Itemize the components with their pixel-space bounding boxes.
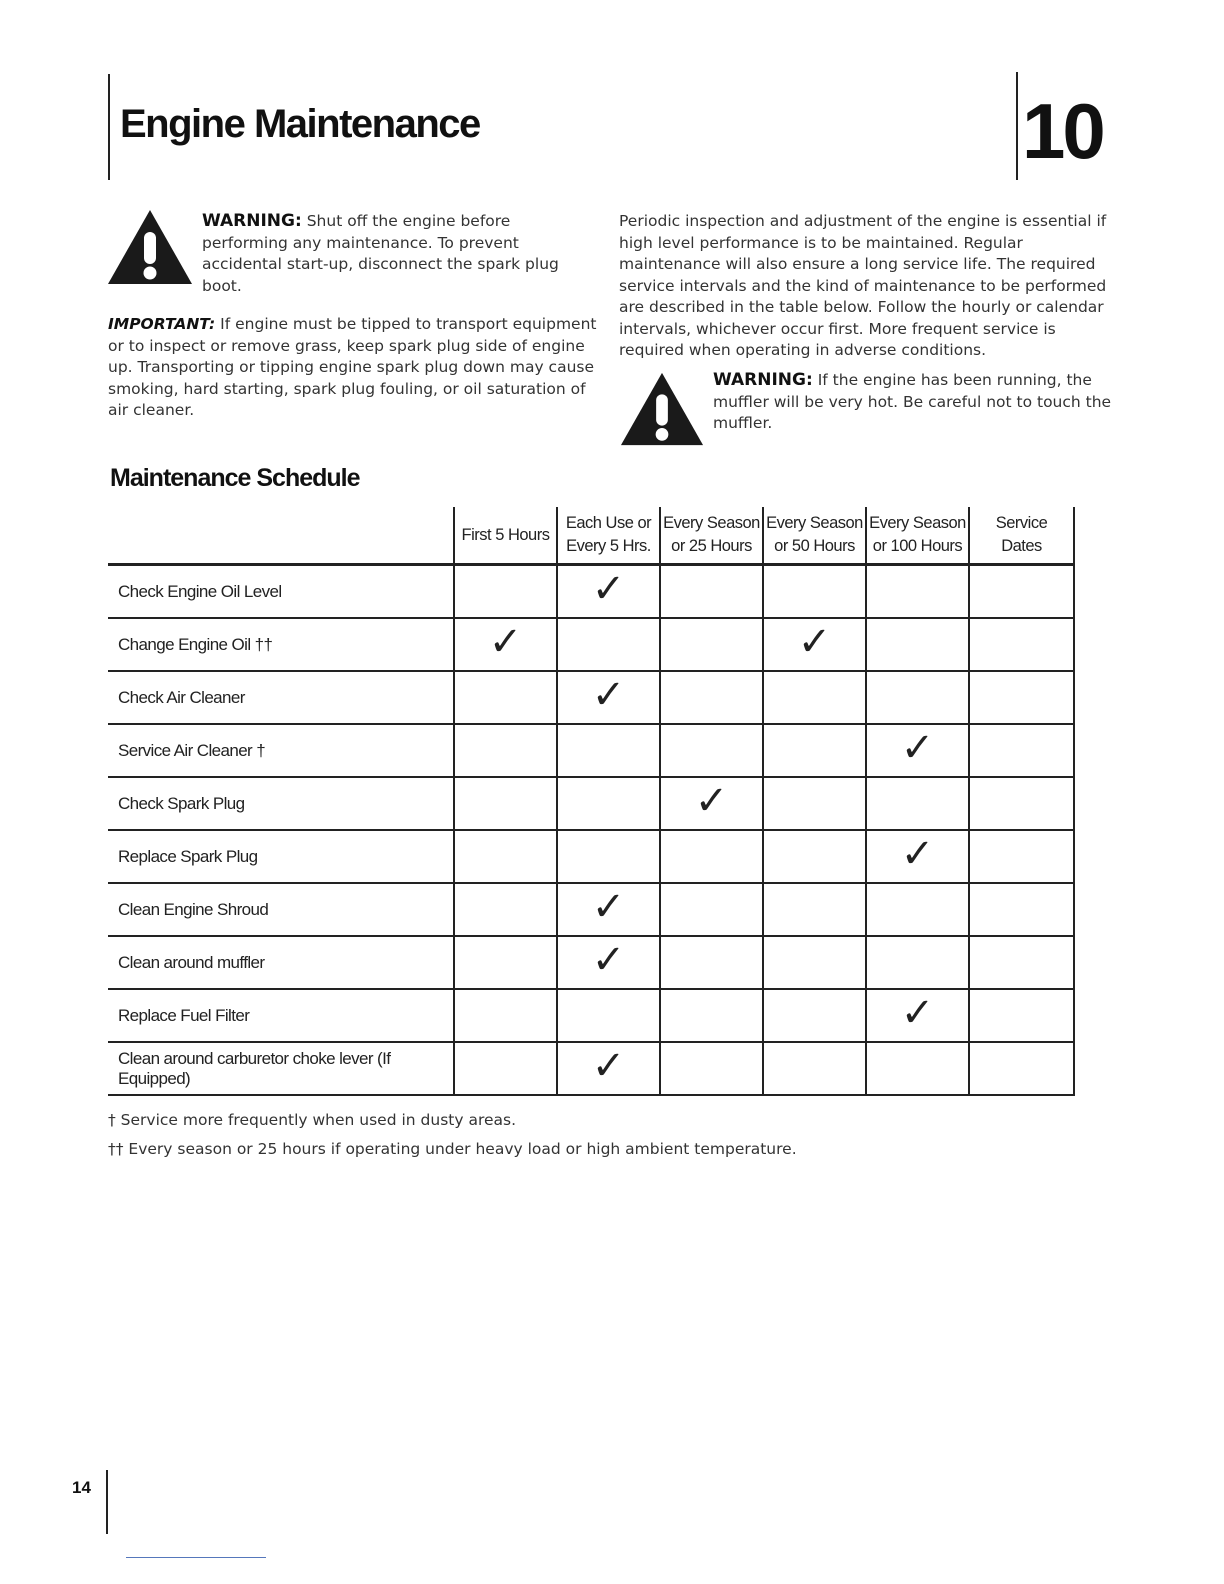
schedule-cell [763, 989, 866, 1042]
schedule-cell [969, 724, 1074, 777]
check-mark-icon: ✓ [488, 618, 523, 665]
schedule-cell [763, 671, 866, 724]
schedule-cell [969, 618, 1074, 671]
footnote-double-dagger: †† Every season or 25 hours if operating under heavy load or high ambient temperature. [108, 1140, 797, 1158]
check-mark-icon: ✓ [591, 883, 626, 930]
schedule-cell [763, 565, 866, 619]
task-label: Change Engine Oil †† [108, 618, 454, 671]
table-row [108, 1042, 1074, 1095]
schedule-cell [969, 830, 1074, 883]
schedule-cell [969, 671, 1074, 724]
schedule-cell [763, 936, 866, 989]
schedule-cell [969, 565, 1074, 619]
schedule-cell [866, 830, 969, 883]
schedule-cell [866, 989, 969, 1042]
schedule-cell [866, 618, 969, 671]
schedule-cell [866, 1042, 969, 1095]
check-mark-icon: ✓ [591, 671, 626, 718]
table-row [108, 565, 1074, 619]
header-blank-cell [108, 507, 454, 565]
column-header: Every Season or 100 Hours [866, 507, 969, 565]
schedule-cell [763, 777, 866, 830]
table-row [108, 724, 1074, 777]
important-note [108, 314, 598, 422]
task-label: Clean Engine Shroud [108, 883, 454, 936]
schedule-cell [969, 1042, 1074, 1095]
column-header: First 5 Hours [454, 507, 557, 565]
task-label: Check Spark Plug [108, 777, 454, 830]
table-row [108, 883, 1074, 936]
schedule-cell [660, 724, 763, 777]
warning-label: WARNING: [713, 370, 813, 390]
schedule-cell [660, 936, 763, 989]
schedule-cell [454, 671, 557, 724]
schedule-cell [969, 883, 1074, 936]
page-number: 14 [72, 1478, 91, 1497]
schedule-title: Maintenance Schedule [110, 464, 360, 492]
column-header: Service Dates [969, 507, 1074, 565]
schedule-cell [660, 989, 763, 1042]
schedule-cell [866, 565, 969, 619]
schedule-cell [866, 936, 969, 989]
warning-label: WARNING: [202, 211, 302, 231]
schedule-cell [969, 989, 1074, 1042]
schedule-cell [454, 724, 557, 777]
warning-body: If the engine has been running, the muffler will be very hot. Be careful not to touch the muffler. [713, 371, 1112, 432]
schedule-cell [557, 777, 660, 830]
table-row [108, 671, 1074, 724]
check-mark-icon: ✓ [591, 565, 626, 612]
schedule-cell [454, 936, 557, 989]
warning-triangle-icon [106, 208, 194, 286]
schedule-cell [557, 618, 660, 671]
table-header-row [108, 507, 1074, 565]
table-row [108, 830, 1074, 883]
task-label: Replace Spark Plug [108, 830, 454, 883]
intro-paragraph: Periodic inspection and adjustment of the engine is essential if high level performance is to be maintained. Regular maintenance will also ensure a long service life. The required service intervals and the kind of maintenance to be performed are described in the table below. Follow the hourly or calendar intervals, whichever occur first. More frequent service is required when operating in adverse conditions. [619, 212, 1107, 359]
task-label: Check Engine Oil Level [108, 565, 454, 619]
schedule-cell [969, 777, 1074, 830]
warning-body: Shut off the engine before performing any maintenance. To prevent accidental start-up, disconnect the spark plug boot. [202, 212, 559, 295]
task-label: Check Air Cleaner [108, 671, 454, 724]
task-label: Service Air Cleaner † [108, 724, 454, 777]
task-label: Clean around muffler [108, 936, 454, 989]
schedule-cell [763, 1042, 866, 1095]
schedule-cell [866, 883, 969, 936]
warning-muffler-text [713, 370, 1113, 435]
table-row [108, 618, 1074, 671]
check-mark-icon: ✓ [797, 618, 832, 665]
schedule-cell [763, 618, 866, 671]
check-mark-icon: ✓ [591, 936, 626, 983]
footer-line [126, 1557, 266, 1558]
check-mark-icon: ✓ [591, 1042, 626, 1089]
title-rule [108, 74, 110, 180]
chapter-rule [1016, 72, 1018, 180]
warning-shutoff-text [202, 211, 597, 297]
table-row [108, 936, 1074, 989]
chapter-number: 10 [1022, 87, 1103, 175]
schedule-cell [454, 618, 557, 671]
schedule-cell [660, 883, 763, 936]
schedule-cell [454, 1042, 557, 1095]
schedule-cell [557, 989, 660, 1042]
schedule-cell [454, 989, 557, 1042]
page-title: Engine Maintenance [120, 102, 480, 146]
check-mark-icon: ✓ [694, 777, 729, 824]
warning-triangle-icon [619, 370, 705, 448]
schedule-cell [763, 883, 866, 936]
column-header: Each Use or Every 5 Hrs. [557, 507, 660, 565]
column-header: Every Season or 50 Hours [763, 507, 866, 565]
schedule-cell [557, 724, 660, 777]
schedule-cell [557, 936, 660, 989]
schedule-cell [557, 883, 660, 936]
schedule-cell [763, 830, 866, 883]
footnote-dagger: † Service more frequently when used in dusty areas. [108, 1111, 517, 1129]
schedule-cell [660, 1042, 763, 1095]
important-body: If engine must be tipped to transport equipment or to inspect or remove grass, keep spark plug side of engine up. Transporting or tipping engine spark plug down may cause smoking, hard starting, spark plug fouling, or oil saturation of air cleaner. [108, 315, 597, 419]
schedule-cell [454, 565, 557, 619]
check-mark-icon: ✓ [900, 724, 935, 771]
schedule-cell [866, 671, 969, 724]
schedule-cell [660, 671, 763, 724]
important-label: IMPORTANT: [108, 315, 216, 333]
schedule-cell [454, 777, 557, 830]
schedule-cell [454, 883, 557, 936]
check-mark-icon: ✓ [900, 830, 935, 877]
check-mark-icon: ✓ [900, 989, 935, 1036]
schedule-cell [866, 777, 969, 830]
schedule-cell [557, 830, 660, 883]
schedule-cell [660, 565, 763, 619]
schedule-cell [660, 830, 763, 883]
schedule-cell [660, 777, 763, 830]
table-row [108, 777, 1074, 830]
page-number-rule [106, 1470, 108, 1534]
table-row [108, 989, 1074, 1042]
maintenance-schedule-table [108, 507, 1075, 1096]
schedule-cell [557, 565, 660, 619]
schedule-cell [557, 1042, 660, 1095]
schedule-cell [866, 724, 969, 777]
schedule-cell [660, 618, 763, 671]
schedule-cell [557, 671, 660, 724]
task-label: Clean around carburetor choke lever (If Equipped) [108, 1042, 454, 1095]
schedule-cell [454, 830, 557, 883]
schedule-cell [763, 724, 866, 777]
task-label: Replace Fuel Filter [108, 989, 454, 1042]
schedule-cell [969, 936, 1074, 989]
column-header: Every Season or 25 Hours [660, 507, 763, 565]
